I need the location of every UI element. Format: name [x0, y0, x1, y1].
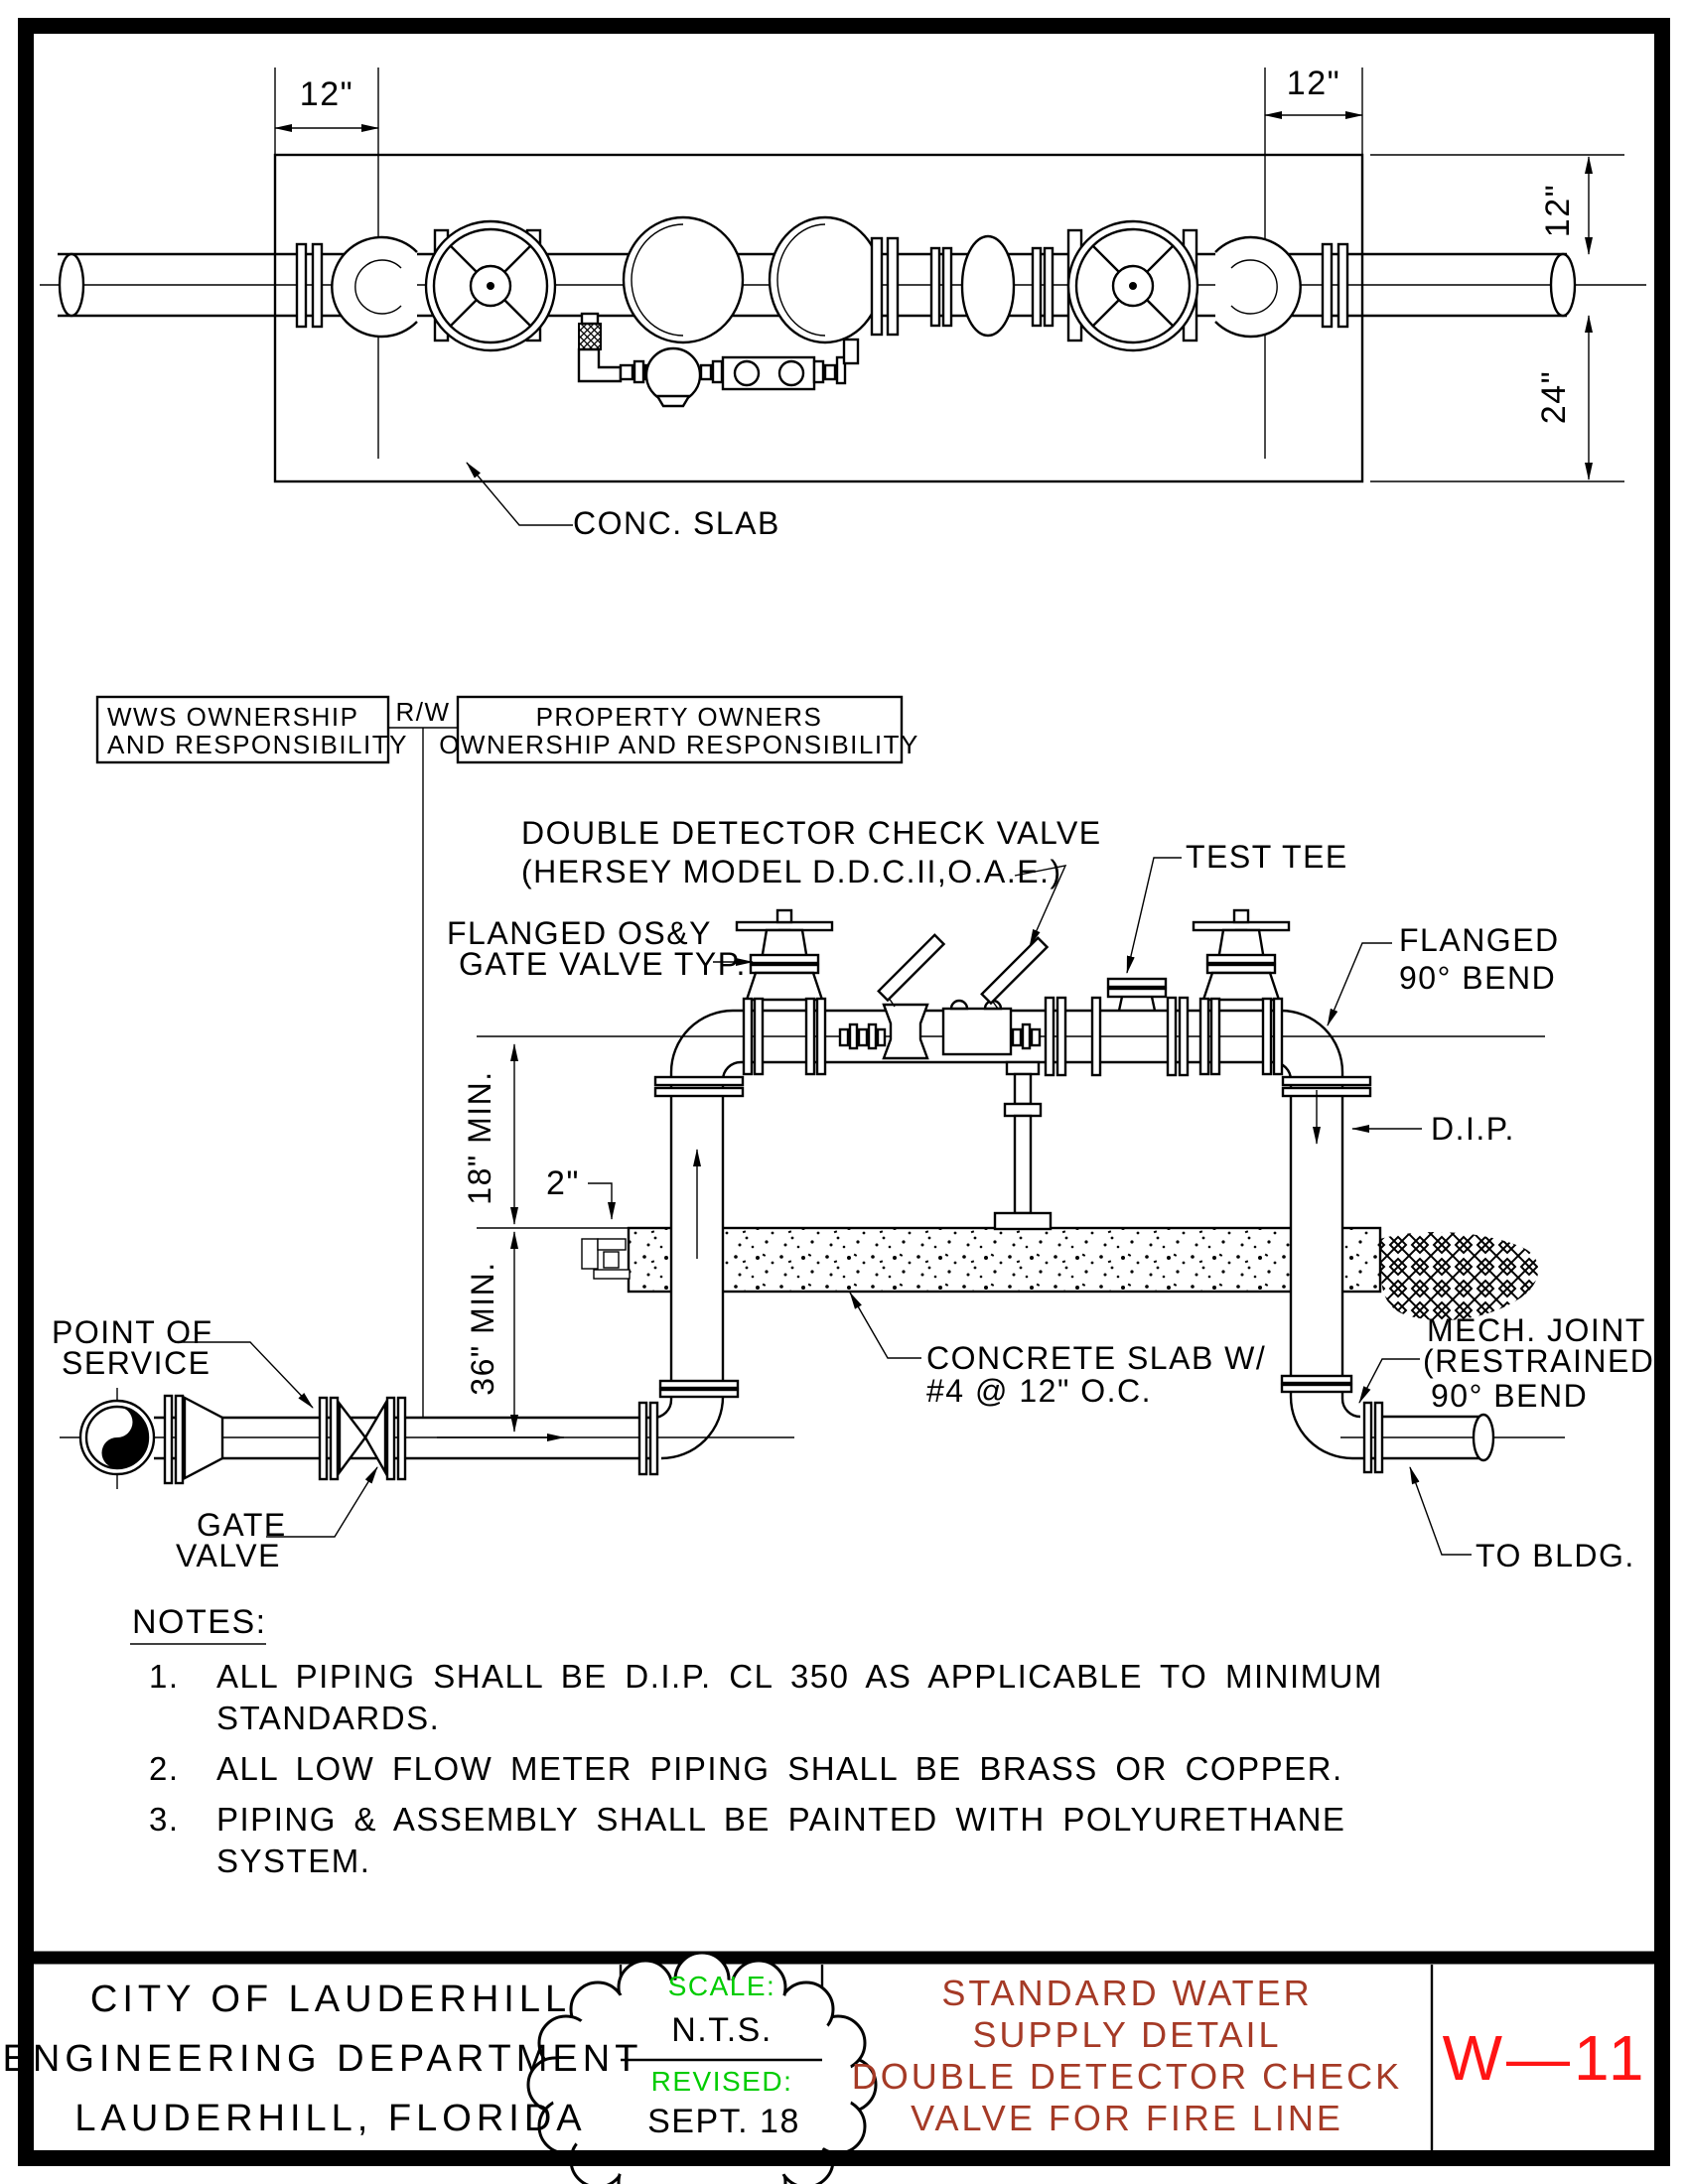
sheet-number: W—11 [1442, 2022, 1648, 2094]
pos-label-line1: POINT OF [52, 1314, 213, 1350]
plan-bell-fitting-right [1215, 237, 1301, 337]
revised-label: REVISED: [650, 2066, 793, 2097]
elev-callouts [52, 815, 1667, 1573]
sheet-title-line1: STANDARD WATER [941, 1973, 1313, 2013]
support-pedestal [995, 1062, 1051, 1229]
pipe-break-right [1551, 254, 1575, 316]
ddcv-label-line1: DOUBLE DETECTOR CHECK VALVE [521, 815, 1102, 851]
plan-gate-valve-left [426, 221, 555, 350]
sheet-title-line3: DOUBLE DETECTOR CHECK [851, 2056, 1403, 2097]
plan-gate-valve-right [1068, 221, 1197, 350]
reducer [185, 1398, 222, 1478]
note-2-line1: ALL LOW FLOW METER PIPING SHALL BE BRASS OR COPPER. [216, 1750, 1343, 1787]
mech-joint-label-line1: MECH. JOINT [1427, 1312, 1646, 1348]
ownership-diagram [97, 697, 919, 1418]
property-line2: OWNERSHIP AND RESPONSIBILITY [439, 730, 919, 759]
sheet-title-line2: SUPPLY DETAIL [972, 2014, 1282, 2055]
gate-valve-label-line1: GATE [197, 1507, 287, 1543]
revised-value: SEPT. 18 [647, 2103, 800, 2140]
gate-valve-label-line2: VALVE [176, 1538, 281, 1573]
concrete-slab-label-line2: #4 @ 12" O.C. [926, 1373, 1152, 1409]
dim-12-side-label: 12" [1539, 183, 1577, 238]
note-1-line1: ALL PIPING SHALL BE D.I.P. CL 350 AS APPLICABLE TO MINIMUM [216, 1658, 1383, 1695]
test-tee [1108, 979, 1188, 1075]
note-3-line1: PIPING & ASSEMBLY SHALL BE PAINTED WITH POLYURETHANE [216, 1801, 1346, 1838]
org-name-line2: ENGINEERING DEPARTMENT [2, 2038, 643, 2080]
flanged-bend-label-line1: FLANGED [1399, 922, 1560, 958]
ddc-handle-left [879, 935, 944, 1001]
gate-valve-bowtie [320, 1398, 405, 1479]
notes-heading: NOTES: [132, 1603, 267, 1641]
note-1-line2: STANDARDS. [216, 1700, 441, 1736]
concrete-slab-label-line1: CONCRETE SLAB W/ [926, 1340, 1267, 1376]
org-name-line3: LAUDERHILL, FLORIDA [74, 2098, 587, 2139]
wws-line2: AND RESPONSIBILITY [107, 730, 408, 759]
note-1-num: 1. [149, 1658, 180, 1695]
plan-check-valve-domes [624, 217, 881, 342]
dip-label: D.I.P. [1431, 1111, 1515, 1147]
note-3-line2: SYSTEM. [216, 1843, 371, 1879]
scale-label: SCALE: [667, 1971, 776, 2001]
osy-label-line1: FLANGED OS&Y [447, 915, 712, 951]
note-2-num: 2. [149, 1750, 180, 1787]
osy-label-line2: GATE VALVE TYP. [459, 946, 747, 982]
elev-dimensions [462, 1044, 612, 1432]
test-tee-label: TEST TEE [1186, 839, 1348, 875]
dim-18-min-label: 18" MIN. [462, 1070, 497, 1205]
scale-value: N.T.S. [671, 2011, 773, 2049]
rw-label: R/W [395, 697, 451, 727]
dim-12-left-label: 12" [299, 75, 354, 113]
dim-36-min-label: 36" MIN. [465, 1261, 500, 1396]
earth-hatch [1380, 1232, 1539, 1320]
osy-gate-valve-left [737, 910, 832, 1074]
title-block [3, 1953, 1654, 2184]
dim-24-side-label: 24" [1535, 369, 1573, 425]
to-bldg-label: TO BLDG. [1476, 1538, 1635, 1573]
conc-slab-leader [467, 463, 573, 525]
wws-line1: WWS OWNERSHIP [107, 702, 359, 732]
ddc-handle-right [982, 938, 1048, 1004]
slab-edge-detail [582, 1239, 630, 1279]
elev-concrete-slab [629, 1228, 1380, 1292]
dim-2-label: 2" [546, 1164, 580, 1202]
org-name-line1: CITY OF LAUDERHILL [89, 1979, 572, 2020]
pos-label-line2: SERVICE [62, 1345, 211, 1381]
dim-12-right-label: 12" [1286, 65, 1341, 102]
ddcv-label-line2: (HERSEY MODEL D.D.C.II,O.A.E.) [521, 854, 1062, 889]
notes-section [130, 1603, 1383, 1879]
conc-slab-label: CONC. SLAB [573, 505, 780, 541]
property-line1: PROPERTY OWNERS [535, 702, 823, 732]
elevation-view [52, 815, 1667, 1573]
service-piping [80, 1388, 657, 1489]
note-3-num: 3. [149, 1801, 180, 1838]
osy-gate-valve-right [1194, 910, 1289, 1074]
pipe-break-left [60, 254, 83, 316]
plan-bell-fitting-left [332, 237, 417, 337]
double-detector-check-valve [840, 935, 1100, 1075]
mech-joint-label-line3: 90° BEND [1431, 1378, 1589, 1414]
plan-view [40, 65, 1646, 541]
sheet-title-line4: VALVE FOR FIRE LINE [911, 2098, 1343, 2138]
flanged-bend-label-line2: 90° BEND [1399, 960, 1557, 996]
mech-joint-label-line2: (RESTRAINED) [1423, 1343, 1667, 1379]
